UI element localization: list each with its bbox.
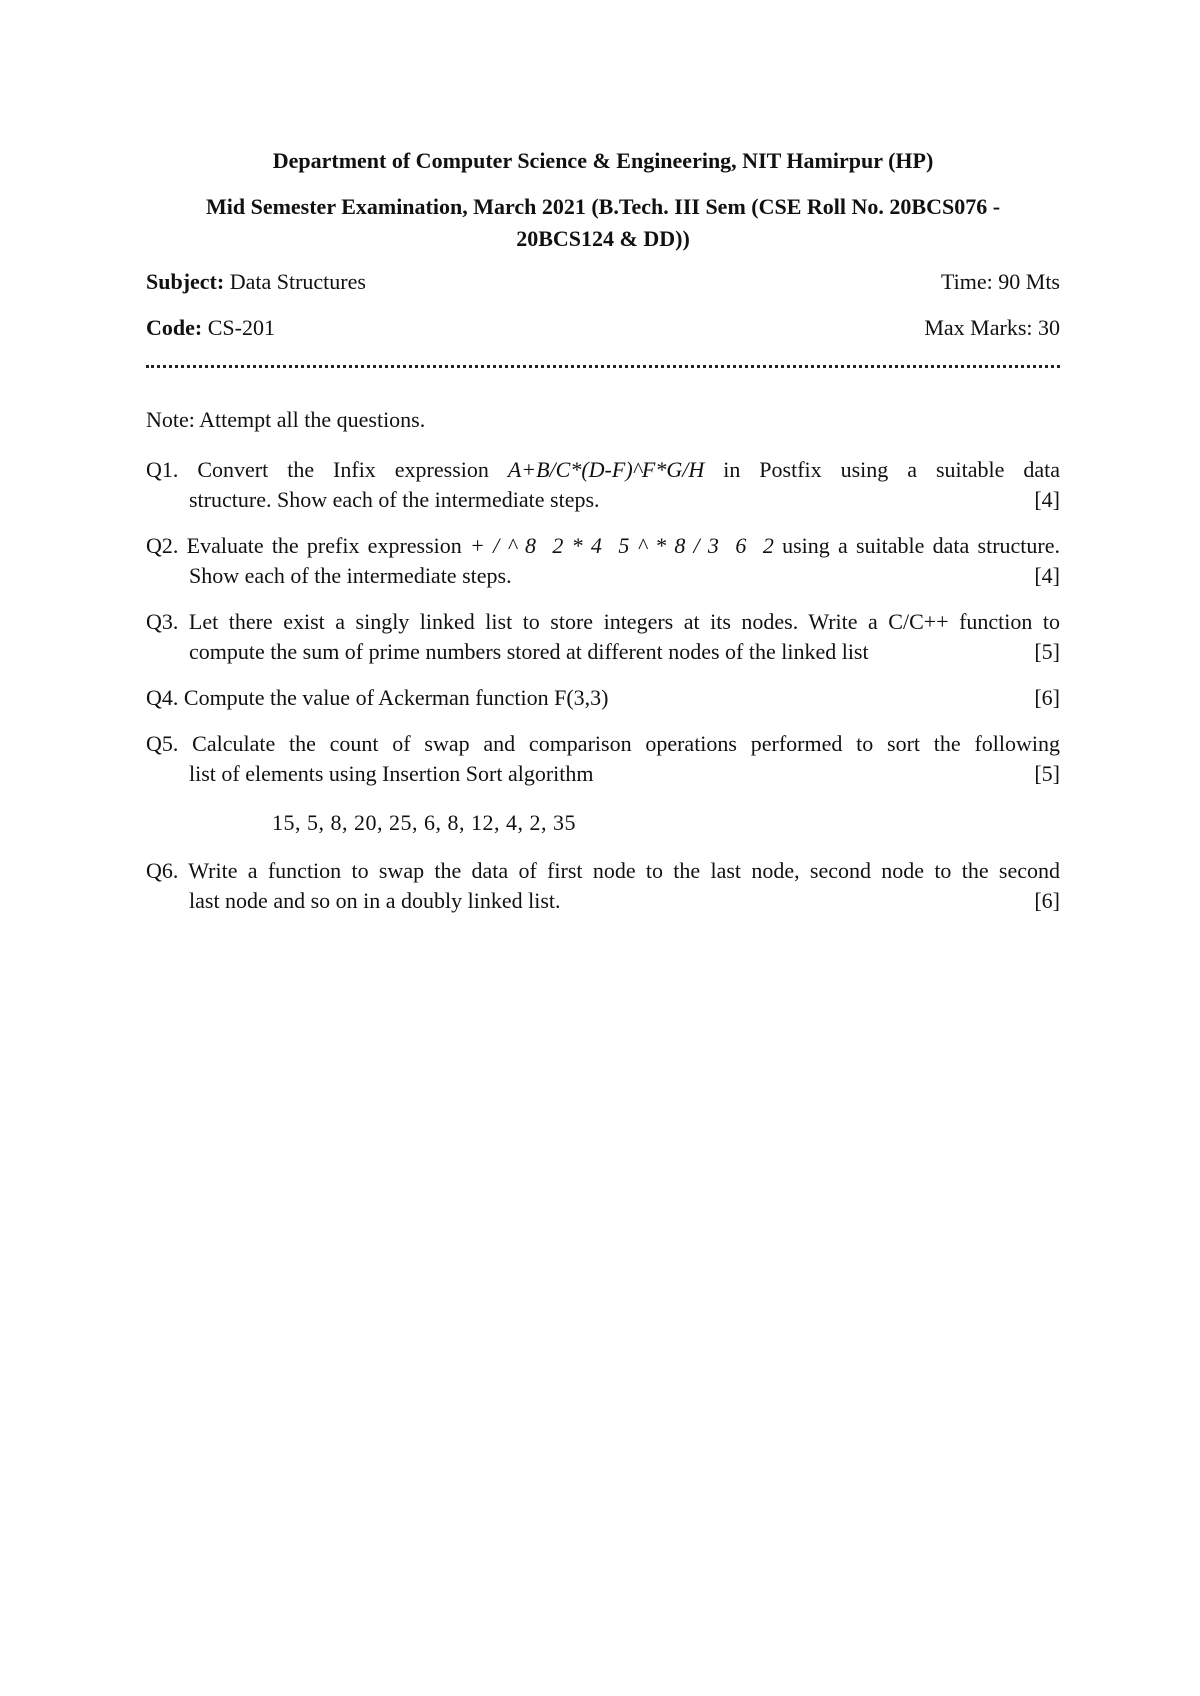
dotted-divider [146,365,1060,368]
question-marks: [4] [1034,563,1060,588]
question-text: Let there exist a singly linked list to store integers at its nodes. Write a C/C++ function to [188,609,1060,634]
infix-expression: A+B/C*(D-F)^F*G/H [507,457,705,482]
question-2-line-1 [146,531,1060,561]
code-value: CS-201 [202,315,275,340]
question-text: Calculate the count of swap and comparison operations performed to sort the following [192,731,1061,756]
question-marks: [4] [1034,487,1060,512]
question-6 [146,856,1060,916]
question-marks: [5] [1034,761,1060,786]
prefix-expression: + / ^ 8 2 * 4 5 ^ * 8 / 3 6 2 [470,533,774,558]
department-heading: Department of Computer Science & Engineering, NIT Hamirpur (HP) [272,148,934,173]
question-number: Q5. [146,731,179,756]
question-3-line-2 [146,637,1060,667]
code-marks-row [146,313,1060,343]
code-label: Code: [146,315,203,340]
element-sequence: 15, 5, 8, 20, 25, 6, 8, 12, 4, 2, 35 [272,810,576,835]
question-marks: [6] [1034,888,1060,913]
question-marks: [5] [1034,639,1060,664]
question-text: using a suitable data structure. [773,533,1060,558]
question-number: Q3. [146,609,179,634]
question-text: structure. Show each of the intermediate steps. [189,487,600,512]
question-number: Q2. [146,533,179,558]
question-text: Show each of the intermediate steps. [189,563,512,588]
exam-title [146,191,1060,255]
instructions-note: Note: Attempt all the questions. [146,407,426,432]
question-4 [146,683,1060,713]
code-field [146,313,275,343]
question-text: Write a function to swap the data of first node to the last node, second node to the second [188,858,1060,883]
question-6-line-1 [146,856,1060,886]
question-text: list of elements using Insertion Sort algorithm [189,761,594,786]
exam-paper [146,0,1060,1696]
question-text: Convert the Infix expression [197,457,508,482]
subject-value: Data Structures [224,269,366,294]
max-marks: Max Marks: 30 [924,315,1060,340]
subject-time-row [146,267,1060,297]
question-text: in Postfix using a suitable data [704,457,1061,482]
question-text: Evaluate the prefix expression [186,533,471,558]
question-number: Q1. [146,457,179,482]
question-1-line-1 [146,455,1060,485]
question-marks: [6] [1034,685,1060,710]
question-number: Q6. [146,858,179,883]
question-6-line-2 [146,886,1060,916]
question-text: last node and so on in a doubly linked list. [189,888,561,913]
exam-title-line-1: Mid Semester Examination, March 2021 (B.Tech. III Sem (CSE Roll No. 20BCS076 - [205,194,1001,219]
subject-label: Subject: [146,269,225,294]
exam-title-line-2: 20BCS124 & DD)) [516,226,690,251]
question-3-line-1 [146,607,1060,637]
question-3 [146,607,1060,667]
time-allowed: Time: 90 Mts [940,269,1060,294]
question-text: Compute the value of Ackerman function F(3,3) [183,685,609,710]
question-1 [146,455,1060,515]
question-5-line-1 [146,729,1060,759]
question-4-line-1 [146,683,1060,713]
question-text: compute the sum of prime numbers stored at different nodes of the linked list [189,639,869,664]
question-1-line-2 [146,485,1060,515]
question-5 [146,729,1060,789]
subject-field [146,267,366,297]
question-5-line-2 [146,759,1060,789]
question-number: Q4. [146,685,179,710]
question-2 [146,531,1060,591]
question-2-line-2 [146,561,1060,591]
